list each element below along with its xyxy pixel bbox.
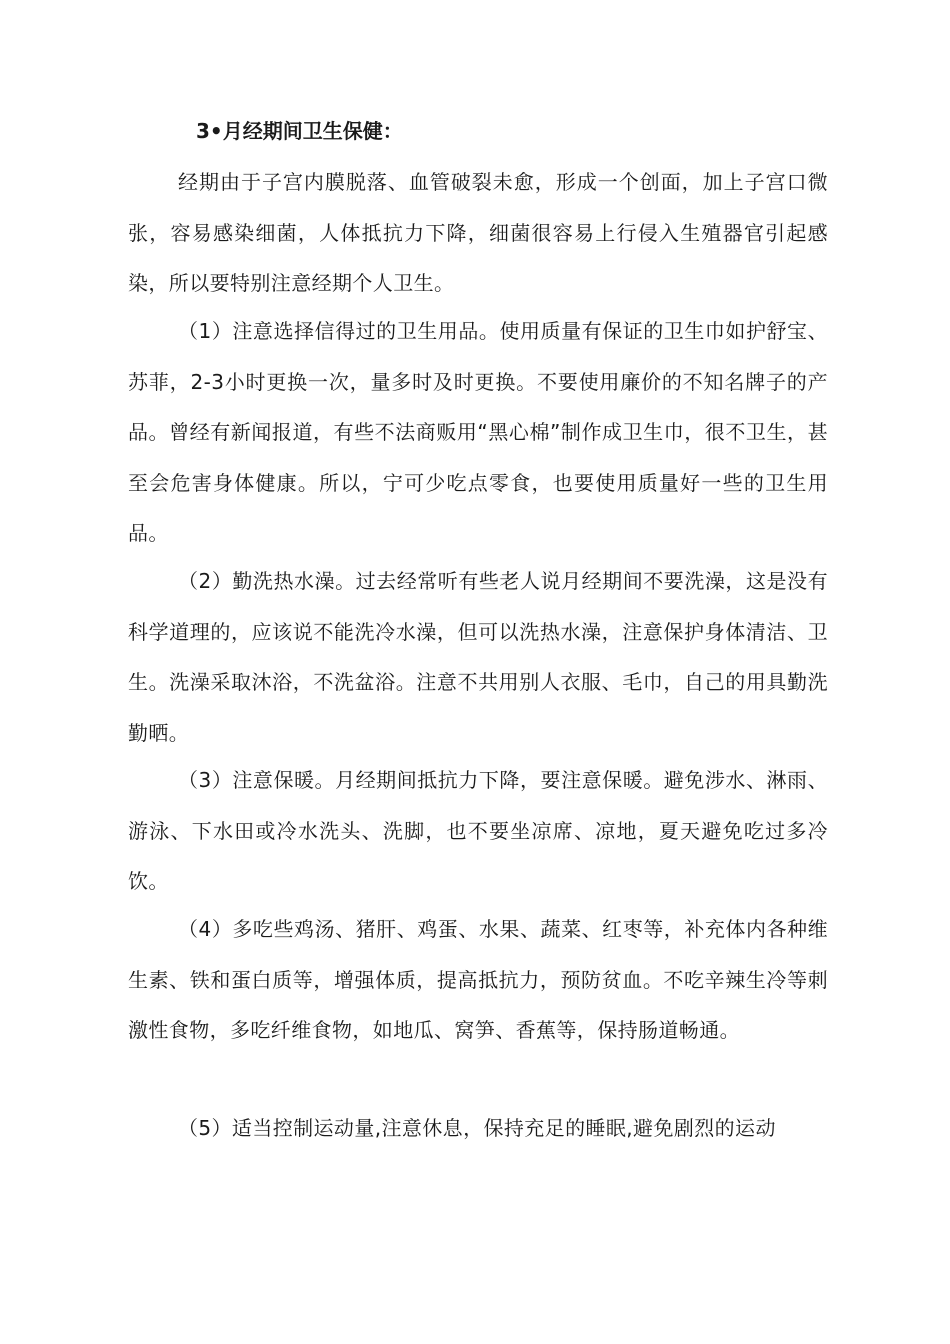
paragraph-item-5: （5）适当控制运动量,注意休息，保持充足的睡眠,避免剧烈的运动 — [178, 1116, 776, 1140]
paragraph-item-4: （4）多吃些鸡汤、猪肝、鸡蛋、水果、蔬菜、红枣等，补充体内各种维生素、铁和蛋白质等，增强体质，提高抵抗力，预防贫血。不吃辛辣生冷等刺激性食物，多吃纤维食物，如地瓜、窝笋、香蕉等，保持肠道畅通。 — [128, 917, 828, 1042]
paragraph-intro: 经期由于子宫内膜脱落、血管破裂未愈，形成一个创面，加上子宫口微张，容易感染细菌，人体抵抗力下降，细菌很容易上行侵入生殖器官引起感染，所以要特别注意经期个人卫生。 — [128, 170, 828, 295]
section-heading: 3•月经期间卫生保健： — [196, 119, 403, 143]
paragraph-item-1: （1）注意选择信得过的卫生用品。使用质量有保证的卫生巾如护舒宝、苏菲，2-3小时更换一次，量多时及时更换。不要使用廉价的不知名牌子的产品。曾经有新闻报道，有些不法商贩用“黑心棉”制作成卫生巾，很不卫生，甚至会危害身体健康。所以，宁可少吃点零食，也要使用质量好一些的卫生用品。 — [128, 319, 828, 545]
paragraph-item-2: （2）勤洗热水澡。过去经常听有些老人说月经期间不要洗澡，这是没有科学道理的，应该说不能洗冷水澡，但可以洗热水澡，注意保护身体清洁、卫生。洗澡采取沐浴，不洗盆浴。注意不共用别人衣服、毛巾，自己的用具勤洗勤晒。 — [128, 569, 828, 745]
paragraph-item-3: （3）注意保暖。月经期间抵抗力下降，要注意保暖。避免涉水、淋雨、游泳、下水田或冷水洗头、洗脚，也不要坐凉席、凉地，夏天避免吃过多冷饮。 — [128, 768, 828, 893]
